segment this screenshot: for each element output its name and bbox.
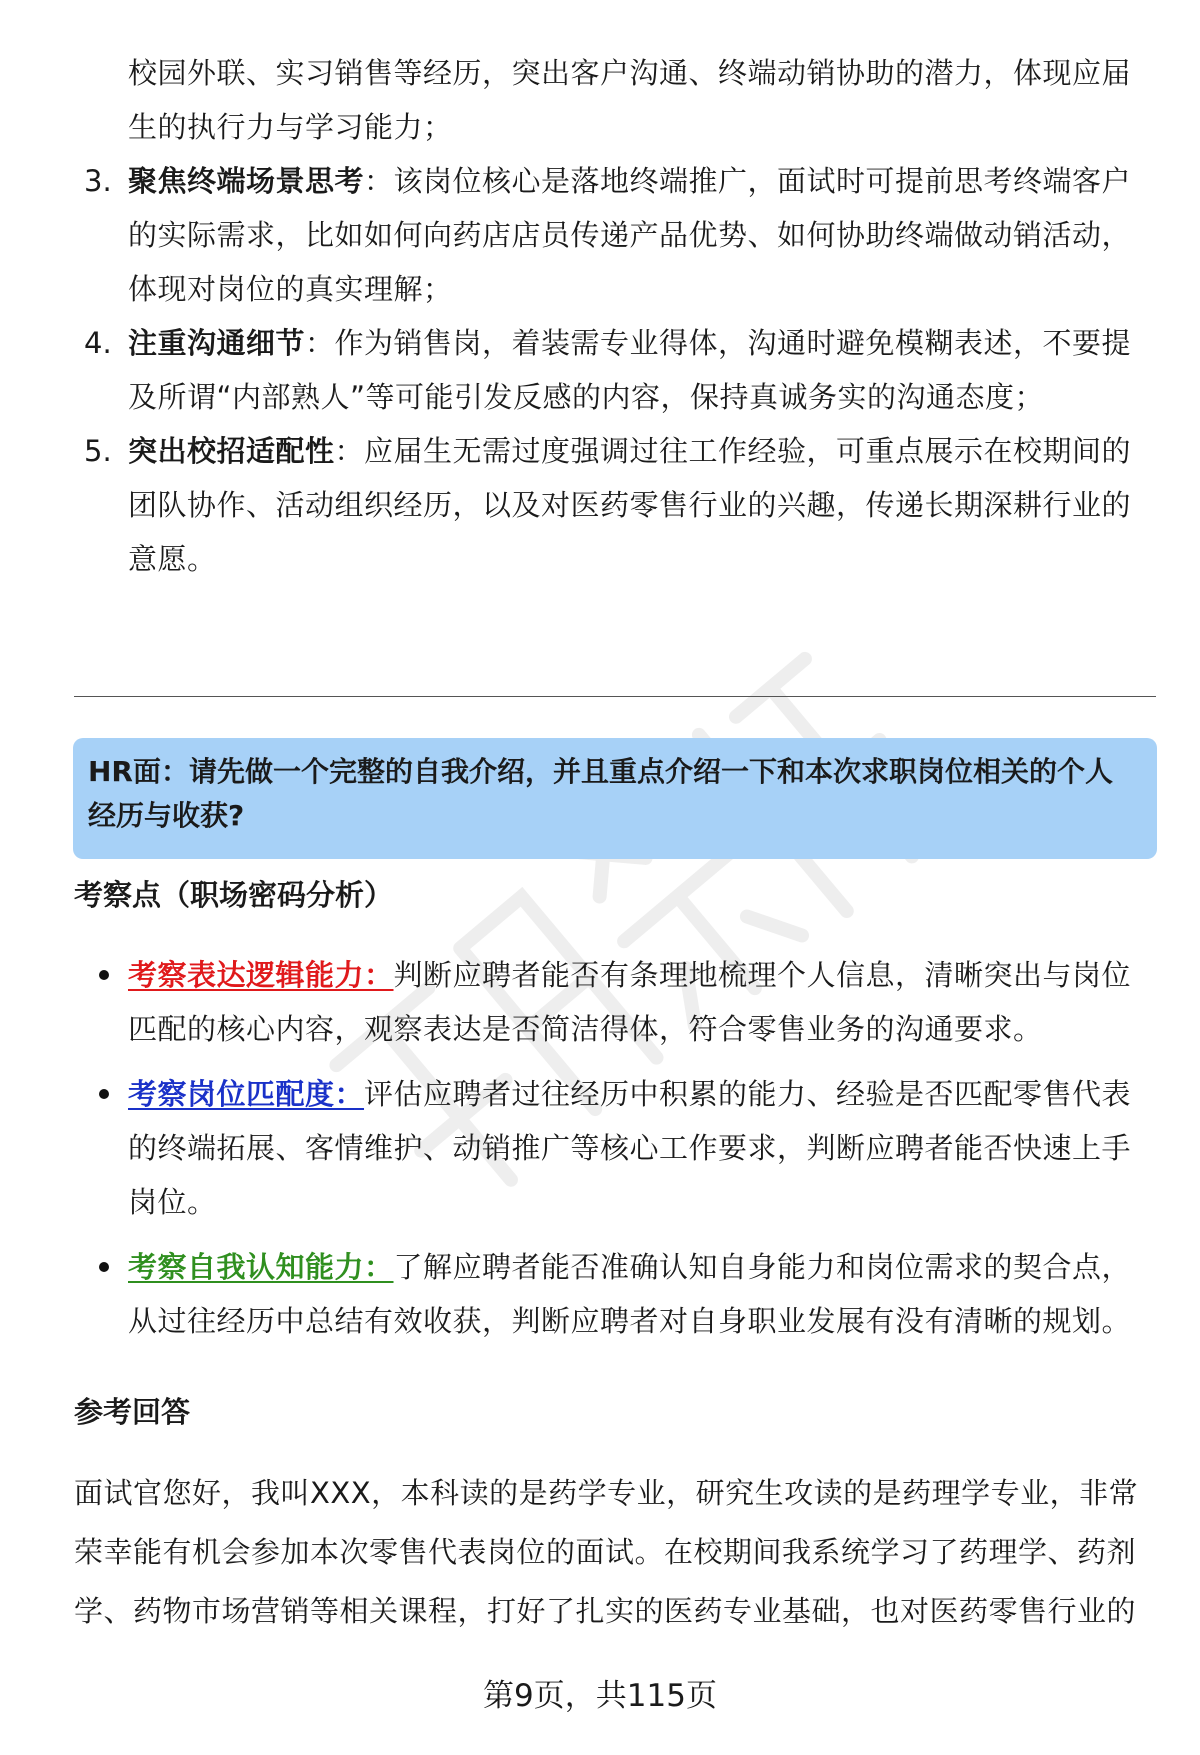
bullet-label: 考察自我认知能力： bbox=[128, 1250, 394, 1284]
list-item-title: 注重沟通细节 bbox=[128, 326, 306, 360]
answer-line: 学、药物市场营销等相关课程，打好了扎实的医药专业基础，也对医药零售行业的 bbox=[74, 1594, 1137, 1628]
list-item-line bbox=[128, 151, 1131, 211]
list-number: 3. bbox=[84, 164, 112, 198]
bullet-label: 考察表达逻辑能力： bbox=[128, 958, 394, 992]
list-item-title: 聚焦终端场景思考 bbox=[128, 164, 365, 198]
analysis-heading: 考察点（职场密码分析） bbox=[74, 878, 394, 912]
bullet-text: 了解应聘者能否准确认知自身能力和岗位需求的契合点， bbox=[393, 1250, 1132, 1284]
bullet-text: 评估应聘者过往经历中积累的能力、经验是否匹配零售代表 bbox=[364, 1077, 1132, 1111]
bullet-icon bbox=[99, 1089, 109, 1099]
bullet-line: 岗位。 bbox=[128, 1185, 217, 1219]
question-text: HR面：请先做一个完整的自我介绍，并且重点介绍一下和本次求职岗位相关的个人经历与收获? bbox=[88, 755, 1113, 832]
answer-line: 荣幸能有机会参加本次零售代表岗位的面试。在校期间我系统学习了药理学、药剂 bbox=[74, 1535, 1137, 1569]
list-item-line: 意愿。 bbox=[128, 542, 217, 576]
list-item-line bbox=[128, 313, 1131, 373]
list-continuation-line: 生的执行力与学习能力； bbox=[128, 110, 453, 144]
list-item-title: 突出校招适配性 bbox=[128, 434, 335, 468]
bullet-line bbox=[128, 945, 1131, 1005]
list-item-text: ：该岗位核心是落地终端推广，面试时可提前思考终端客户 bbox=[364, 164, 1132, 198]
watermark-icon bbox=[230, 560, 990, 1320]
bullet-icon bbox=[99, 1262, 109, 1272]
bullet-icon bbox=[99, 970, 109, 980]
bullet-line: 的终端拓展、客情维护、动销推广等核心工作要求，判断应聘者能否快速上手 bbox=[128, 1131, 1132, 1165]
list-item-line: 体现对岗位的真实理解； bbox=[128, 272, 453, 306]
list-number: 5. bbox=[84, 434, 112, 468]
bullet-line bbox=[128, 1237, 1131, 1297]
bullet-line: 从过往经历中总结有效收获，判断应聘者对自身职业发展有没有清晰的规划。 bbox=[128, 1304, 1132, 1338]
list-number: 4. bbox=[84, 326, 112, 360]
page-number: 第9页，共115页 bbox=[483, 1678, 717, 1714]
bullet-line bbox=[128, 1064, 1131, 1124]
section-divider bbox=[74, 696, 1156, 697]
question-box bbox=[73, 738, 1157, 859]
list-item-text: ：应届生无需过度强调过往工作经验，可重点展示在校期间的 bbox=[334, 434, 1132, 468]
list-item-line: 及所谓“内部熟人”等可能引发反感的内容，保持真诚务实的沟通态度； bbox=[128, 380, 1045, 414]
list-item-line: 团队协作、活动组织经历，以及对医药零售行业的兴趣，传递长期深耕行业的 bbox=[128, 488, 1132, 522]
answer-line: 面试官您好，我叫XXX，本科读的是药学专业，研究生攻读的是药理学专业，非常 bbox=[74, 1476, 1139, 1510]
bullet-line: 匹配的核心内容，观察表达是否简洁得体，符合零售业务的沟通要求。 bbox=[128, 1012, 1043, 1046]
list-item-line bbox=[128, 421, 1131, 481]
list-continuation-line: 校园外联、实习销售等经历，突出客户沟通、终端动销协助的潜力，体现应届 bbox=[128, 56, 1132, 90]
bullet-text: 判断应聘者能否有条理地梳理个人信息，清晰突出与岗位 bbox=[393, 958, 1132, 992]
answer-heading: 参考回答 bbox=[74, 1395, 191, 1429]
bullet-label: 考察岗位匹配度： bbox=[128, 1077, 365, 1111]
list-item-line: 的实际需求，比如如何向药店店员传递产品优势、如何协助终端做动销活动， bbox=[128, 218, 1132, 252]
list-item-text: ：作为销售岗，着装需专业得体，沟通时避免模糊表述，不要提 bbox=[305, 326, 1132, 360]
